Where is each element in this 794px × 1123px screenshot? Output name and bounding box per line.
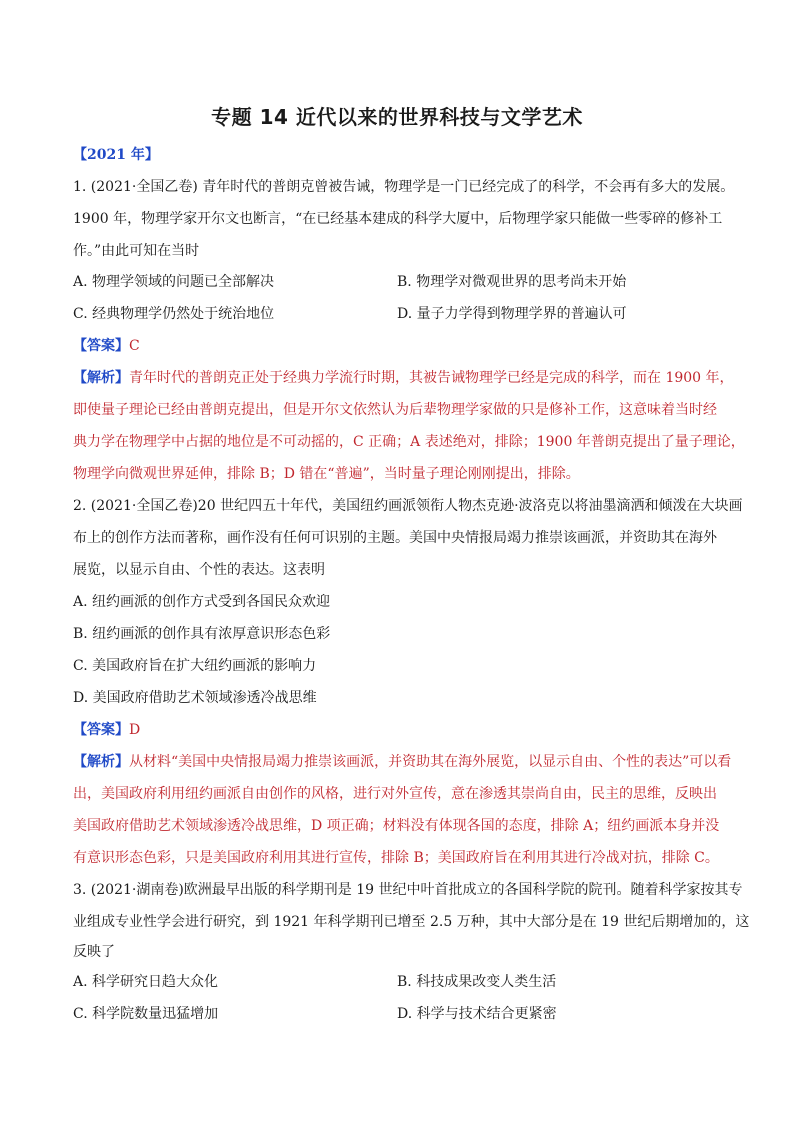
q1-answer-label: 【答案】 bbox=[73, 338, 129, 354]
q2-analysis-line4: 有意识形态色彩，只是美国政府利用其进行宣传，排除 B；美国政府旨在利用其进行冷战对抗，排除 C。 bbox=[73, 850, 719, 866]
q1-answer-value: C bbox=[129, 338, 140, 354]
q2-stem-line1: 2. (2021·全国乙卷)20 世纪四五十年代，美国纽约画派领衔人物杰克逊·波洛克以将油墨滴洒和倾泼在大块画 bbox=[73, 498, 743, 514]
q1-stem-line1: 1. (2021·全国乙卷) 青年时代的普朗克曾被告诫，物理学是一门已经完成了的科学，不会再有多大的发展。 bbox=[73, 179, 735, 195]
q3-stem-line3: 反映了 bbox=[73, 944, 115, 960]
q2-option-d: D. 美国政府借助艺术领域渗透冷战思维 bbox=[73, 690, 317, 706]
q3-option-c: C. 科学院数量迅猛增加 bbox=[73, 1006, 219, 1022]
q2-analysis-line1 bbox=[73, 752, 732, 772]
q1-stem-line3: 作。”由此可知在当时 bbox=[73, 243, 200, 259]
q2-stem-line2: 布上的创作方法而著称，画作没有任何可识别的主题。美国中央情报局竭力推崇该画派，并资助其在海外 bbox=[73, 530, 717, 546]
q1-stem-line2: 1900 年，物理学家开尔文也断言，“在已经基本建成的科学大厦中，后物理学家只能做一些零碎的修补工 bbox=[73, 211, 723, 227]
q2-answer-label: 【答案】 bbox=[73, 722, 129, 738]
q3-option-d: D. 科学与技术结合更紧密 bbox=[397, 1006, 557, 1022]
q1-option-b: B. 物理学对微观世界的思考尚未开始 bbox=[397, 274, 627, 290]
q2-analysis-label: 【解析】 bbox=[73, 754, 129, 770]
q2-stem-line3: 展览，以显示自由、个性的表达。这表明 bbox=[73, 562, 325, 578]
q1-analysis-line1 bbox=[73, 368, 734, 388]
q1-option-d: D. 量子力学得到物理学界的普遍认可 bbox=[397, 306, 627, 322]
q2-analysis-line2: 出，美国政府利用纽约画派自由创作的风格，进行对外宣传，意在渗透其崇尚自由，民主的思维，反映出 bbox=[73, 786, 717, 802]
q1-option-a: A. 物理学领域的问题已全部解决 bbox=[73, 274, 275, 290]
q3-option-b: B. 科技成果改变人类生活 bbox=[397, 974, 557, 990]
q2-option-a: A. 纽约画派的创作方式受到各国民众欢迎 bbox=[73, 594, 331, 610]
q1-answer bbox=[73, 336, 723, 356]
q1-option-c: C. 经典物理学仍然处于统治地位 bbox=[73, 306, 275, 322]
q2-analysis-text1: 从材料“美国中央情报局竭力推崇该画派，并资助其在海外展览，以显示自由、个性的表达”可以看 bbox=[129, 754, 732, 770]
q1-analysis-line2: 即使量子理论已经由普朗克提出，但是开尔文依然认为后辈物理学家做的只是修补工作，这意味着当时经 bbox=[73, 402, 717, 418]
q3-option-a: A. 科学研究日趋大众化 bbox=[73, 974, 219, 990]
q2-answer-value: D bbox=[129, 722, 141, 738]
q1-analysis-line3: 典力学在物理学中占据的地位是不可动摇的，C 正确；A 表述绝对，排除；1900 年普朗克提出了量子理论， bbox=[73, 434, 745, 450]
section-year-heading: 【2021 年】 bbox=[73, 147, 159, 163]
page-title: 专题 14 近代以来的世界科技与文学艺术 bbox=[211, 105, 583, 129]
q1-analysis-label: 【解析】 bbox=[73, 370, 129, 386]
q3-stem-line1: 3. (2021·湖南卷)欧洲最早出版的科学期刊是 19 世纪中叶首批成立的各国科学院的院刊。随着科学家按其专 bbox=[73, 882, 743, 898]
q2-answer bbox=[73, 720, 723, 740]
q2-option-b: B. 纽约画派的创作具有浓厚意识形态色彩 bbox=[73, 626, 331, 642]
q3-stem-line2: 业组成专业性学会进行研究，到 1921 年科学期刊已增至 2.5 万种，其中大部分是在 19 世纪后期增加的，这 bbox=[73, 914, 750, 930]
q2-option-c: C. 美国政府旨在扩大纽约画派的影响力 bbox=[73, 658, 317, 674]
q2-analysis-line3: 美国政府借助艺术领域渗透冷战思维，D 项正确；材料没有体现各国的态度，排除 A；纽约画派本身并没 bbox=[73, 818, 720, 834]
q1-analysis-line4: 物理学向微观世界延伸，排除 B；D 错在“普遍”，当时量子理论刚刚提出，排除。 bbox=[73, 466, 580, 482]
q1-analysis-text1: 青年时代的普朗克正处于经典力学流行时期，其被告诫物理学已经是完成的科学，而在 1900 年， bbox=[129, 370, 734, 386]
